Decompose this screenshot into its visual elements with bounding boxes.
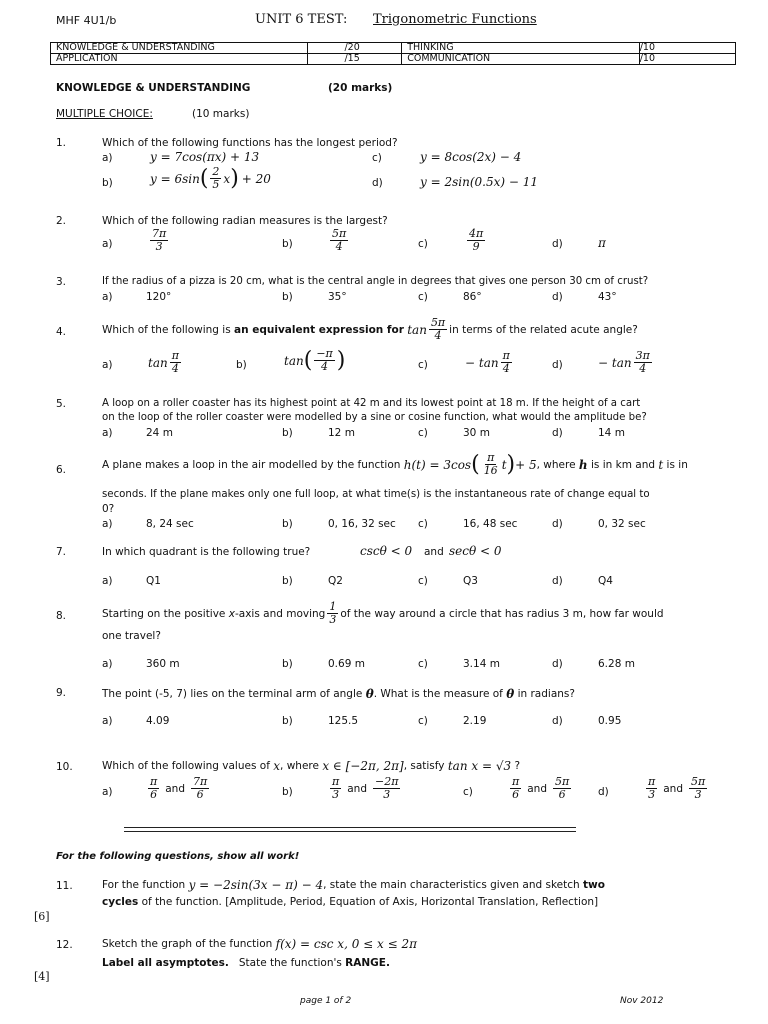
fraction bbox=[553, 776, 571, 801]
numerator: π bbox=[648, 775, 656, 788]
denominator: 4 bbox=[502, 362, 510, 375]
question-text: If the radius of a pizza is 20 cm, what is the central angle in degrees that gives one person 30 cm of crust? bbox=[102, 276, 649, 287]
table-cell: /10 bbox=[639, 54, 735, 65]
fraction bbox=[373, 776, 400, 801]
option-label: c) bbox=[418, 575, 428, 587]
option-a bbox=[148, 228, 170, 253]
option-a: Q1 bbox=[146, 575, 161, 587]
denominator: 3 bbox=[694, 788, 702, 801]
question-text bbox=[102, 957, 390, 969]
math-expression: cscθ < 0 bbox=[360, 544, 413, 558]
denominator: 4 bbox=[434, 329, 442, 342]
denominator: 4 bbox=[335, 240, 343, 253]
fraction bbox=[327, 601, 338, 626]
denominator: 3 bbox=[329, 613, 337, 626]
option-b bbox=[328, 228, 350, 253]
math-text: x bbox=[228, 607, 235, 620]
numerator: 5π bbox=[430, 316, 446, 329]
option-d: y = 2sin(0.5x) − 11 bbox=[420, 175, 538, 189]
option-label: b) bbox=[282, 575, 293, 587]
section-marks: (20 marks) bbox=[328, 82, 393, 94]
question-text bbox=[102, 687, 575, 701]
option-label: b) bbox=[282, 786, 293, 798]
question-text-bold: two bbox=[583, 879, 605, 891]
option-c: Q3 bbox=[463, 575, 478, 587]
question-text-part: Starting on the positive bbox=[102, 607, 226, 620]
question-number: 12. bbox=[56, 939, 73, 951]
question-text-part: Which of the following is bbox=[102, 323, 231, 336]
fraction bbox=[330, 228, 348, 253]
question-text-part: , satisfy bbox=[403, 760, 445, 772]
question-text-part: of the way around a circle that has radius 3 m, how far would bbox=[340, 607, 664, 620]
question-text-part: . What is the measure of bbox=[373, 688, 503, 700]
denominator: 3 bbox=[332, 788, 340, 801]
option-label: c) bbox=[463, 786, 473, 798]
option-c bbox=[465, 228, 487, 253]
option-label: c) bbox=[418, 658, 428, 670]
option-b: Q2 bbox=[328, 575, 343, 587]
table-row bbox=[51, 43, 736, 54]
option-label: b) bbox=[236, 359, 247, 371]
fraction bbox=[646, 776, 657, 801]
math-text: tan bbox=[148, 355, 168, 370]
fraction bbox=[148, 776, 159, 801]
math-text: + 20 bbox=[241, 171, 271, 186]
numerator: 3π bbox=[635, 349, 650, 362]
option-a: 120° bbox=[146, 291, 172, 303]
question-text: In which quadrant is the following true? bbox=[102, 546, 311, 558]
table-cell: /10 bbox=[639, 43, 735, 54]
denominator: 6 bbox=[512, 788, 520, 801]
fraction bbox=[689, 776, 707, 801]
option-label: c) bbox=[418, 715, 428, 727]
math-text: h bbox=[578, 457, 588, 472]
question-number: 6. bbox=[56, 464, 67, 476]
numerator: 2 bbox=[212, 165, 220, 178]
option-a bbox=[146, 776, 211, 801]
option-label: b) bbox=[282, 291, 293, 303]
math-text: h(t) = 3cos bbox=[403, 457, 472, 472]
option-c: y = 8cos(2x) − 4 bbox=[420, 150, 522, 164]
fraction bbox=[191, 776, 209, 801]
marks-value: [4] bbox=[34, 970, 50, 983]
unit-title: UNIT 6 TEST: bbox=[255, 12, 348, 27]
question-text-part: ? bbox=[514, 760, 521, 772]
question-number: 2. bbox=[56, 215, 67, 227]
option-label: b) bbox=[282, 715, 293, 727]
table-cell: KNOWLEDGE & UNDERSTANDING bbox=[51, 43, 308, 54]
option-label: c) bbox=[418, 518, 428, 530]
question-text-part: The point (-5, 7) lies on the terminal arm of angle bbox=[102, 688, 363, 700]
table-cell: COMMUNICATION bbox=[402, 54, 640, 65]
question-text bbox=[102, 896, 598, 908]
option-d: 6.28 m bbox=[598, 658, 635, 670]
option-label: d) bbox=[552, 427, 563, 439]
numerator: π bbox=[487, 451, 495, 464]
and-text: and bbox=[347, 782, 367, 795]
numerator: π bbox=[150, 775, 158, 788]
question-text-part: , state the main characteristics given and sketch bbox=[323, 879, 580, 891]
option-d: 0, 32 sec bbox=[598, 518, 646, 530]
question-text-bold: Label all asymptotes. bbox=[102, 957, 229, 969]
option-c: 2.19 bbox=[463, 715, 487, 727]
question-text: seconds. If the plane makes only one full loop, at what time(s) is the instantaneous rate of change equal to bbox=[102, 489, 650, 500]
numerator: 7π bbox=[193, 775, 208, 788]
option-label: d) bbox=[552, 518, 563, 530]
option-label: d) bbox=[598, 786, 609, 798]
numerator: π bbox=[512, 775, 520, 788]
option-label: a) bbox=[102, 427, 113, 439]
fraction bbox=[429, 317, 447, 342]
fraction bbox=[150, 228, 168, 253]
question-text: Which of the following functions has the longest period? bbox=[102, 137, 398, 149]
numerator: 1 bbox=[329, 600, 337, 613]
math-text: θ bbox=[365, 687, 374, 701]
question-text-part: A plane makes a loop in the air modelled by the function bbox=[102, 458, 401, 471]
question-number: 7. bbox=[56, 546, 67, 558]
numerator: π bbox=[332, 775, 340, 788]
math-text: − tan bbox=[465, 355, 499, 370]
option-label: d) bbox=[552, 291, 563, 303]
question-number: 10. bbox=[56, 761, 73, 773]
mc-label: MULTIPLE CHOICE: bbox=[56, 108, 153, 120]
math-text: x bbox=[273, 759, 281, 773]
option-b: 0, 16, 32 sec bbox=[328, 518, 396, 530]
option-label: c) bbox=[418, 427, 428, 439]
option-b: 35° bbox=[328, 291, 347, 303]
question-text-part: Which of the following values of bbox=[102, 760, 270, 772]
option-c bbox=[508, 776, 573, 801]
option-b bbox=[328, 776, 402, 801]
marks-value: [6] bbox=[34, 910, 50, 923]
question-text: 0? bbox=[102, 503, 115, 515]
denominator: 4 bbox=[639, 362, 647, 375]
option-label: d) bbox=[552, 359, 563, 371]
question-text-bold: an equivalent expression for bbox=[234, 323, 404, 336]
option-b: 12 m bbox=[328, 427, 355, 439]
table-cell: /20 bbox=[308, 43, 402, 54]
topic-title: Trigonometric Functions bbox=[373, 12, 537, 27]
section-title: KNOWLEDGE & UNDERSTANDING bbox=[56, 82, 251, 94]
fraction bbox=[467, 228, 485, 253]
option-label: a) bbox=[102, 291, 113, 303]
option-d bbox=[598, 350, 654, 375]
numerator: −π bbox=[316, 347, 333, 360]
question-text-part: Sketch the graph of the function bbox=[102, 938, 273, 950]
option-c: 86° bbox=[463, 291, 482, 303]
option-d: 0.95 bbox=[598, 715, 622, 727]
marks-table bbox=[50, 42, 736, 65]
option-c: 16, 48 sec bbox=[463, 518, 518, 530]
option-d: 43° bbox=[598, 291, 617, 303]
denominator: 6 bbox=[558, 788, 566, 801]
option-a: 360 m bbox=[146, 658, 180, 670]
option-label: c) bbox=[418, 238, 428, 250]
numerator: 5π bbox=[691, 775, 706, 788]
math-text: − tan bbox=[598, 355, 632, 370]
denominator: 9 bbox=[472, 240, 480, 253]
option-label: a) bbox=[102, 786, 113, 798]
denominator: 3 bbox=[648, 788, 656, 801]
option-d bbox=[644, 776, 709, 801]
question-text: A loop on a roller coaster has its highest point at 42 m and its lowest point at 18 m. If the height of a cart bbox=[102, 398, 641, 409]
course-code: MHF 4U1/b bbox=[56, 14, 117, 27]
math-text: t bbox=[658, 457, 664, 472]
fraction bbox=[482, 452, 500, 477]
question-text-bold: RANGE. bbox=[345, 957, 390, 969]
question-text bbox=[102, 878, 605, 892]
divider bbox=[124, 831, 576, 832]
option-d: π bbox=[598, 236, 606, 250]
divider bbox=[124, 827, 576, 828]
question-text-part: is in km and bbox=[590, 458, 656, 471]
option-c: 3.14 m bbox=[463, 658, 500, 670]
option-label: a) bbox=[102, 359, 113, 371]
denominator: 5 bbox=[212, 178, 220, 191]
option-label: d) bbox=[552, 238, 563, 250]
numerator: −2π bbox=[375, 775, 399, 788]
question-text-part: -axis and moving bbox=[234, 607, 326, 620]
option-label: d) bbox=[372, 177, 383, 189]
fraction bbox=[170, 350, 181, 375]
option-c: 30 m bbox=[463, 427, 490, 439]
denominator: 16 bbox=[483, 464, 498, 477]
question-text: and bbox=[424, 546, 444, 558]
option-label: b) bbox=[282, 427, 293, 439]
math-text: f(x) = csc x, 0 ≤ x ≤ 2π bbox=[275, 937, 417, 951]
question-text-part: in radians? bbox=[517, 688, 575, 700]
math-text: t bbox=[501, 457, 507, 472]
option-a: y = 7cos(πx) + 13 bbox=[150, 150, 260, 164]
math-text: y = 6sin bbox=[150, 171, 200, 186]
and-text: and bbox=[663, 782, 683, 795]
fraction bbox=[330, 776, 341, 801]
fraction bbox=[501, 350, 512, 375]
option-label: c) bbox=[418, 291, 428, 303]
option-label: b) bbox=[282, 518, 293, 530]
question-text bbox=[102, 317, 638, 342]
option-label: a) bbox=[102, 238, 113, 250]
numerator: 5π bbox=[332, 227, 347, 240]
question-text-part: is in bbox=[666, 458, 688, 471]
question-number: 9. bbox=[56, 687, 67, 699]
option-label: a) bbox=[102, 152, 113, 164]
math-text: tan bbox=[284, 353, 304, 368]
table-cell: APPLICATION bbox=[51, 54, 308, 65]
and-text: and bbox=[165, 782, 185, 795]
numerator: π bbox=[171, 349, 179, 362]
fraction bbox=[634, 350, 652, 375]
denominator: 6 bbox=[196, 788, 204, 801]
option-c bbox=[465, 350, 514, 375]
mc-marks: (10 marks) bbox=[192, 108, 250, 120]
option-label: a) bbox=[102, 658, 113, 670]
math-text: y = −2sin(3x − π) − 4 bbox=[188, 878, 324, 892]
question-number: 5. bbox=[56, 398, 67, 410]
denominator: 4 bbox=[321, 360, 329, 373]
denominator: 6 bbox=[150, 788, 158, 801]
numerator: 5π bbox=[555, 775, 570, 788]
question-number: 1. bbox=[56, 137, 67, 149]
page-number: page 1 of 2 bbox=[300, 996, 352, 1006]
and-text: and bbox=[527, 782, 547, 795]
numerator: π bbox=[502, 349, 510, 362]
question-text-part: of the function. [Amplitude, Period, Equation of Axis, Horizontal Translation, Reflection] bbox=[141, 896, 599, 908]
fraction bbox=[314, 348, 334, 373]
option-label: a) bbox=[102, 518, 113, 530]
question-text-part: State the function's bbox=[238, 957, 342, 969]
option-label: c) bbox=[372, 152, 382, 164]
table-cell: /15 bbox=[308, 54, 402, 65]
math-text: tan x = √3 bbox=[447, 759, 512, 773]
question-number: 3. bbox=[56, 276, 67, 288]
question-text: A plane makes a loop in the air modelled by the function h(t) = 3cos ( $\frac{\pi}{16}$ t ) + 5 , where h is in km and t is in bbox=[102, 451, 688, 477]
option-b: tan ( $\frac{-\pi}{4}$ ) bbox=[284, 347, 346, 373]
numerator: 4π bbox=[469, 227, 484, 240]
question-text bbox=[102, 759, 520, 773]
question-text-bold: cycles bbox=[102, 896, 139, 908]
numerator: 7π bbox=[152, 227, 167, 240]
option-a: 8, 24 sec bbox=[146, 518, 194, 530]
option-a bbox=[148, 350, 183, 375]
option-b: y = 6sin ( $\frac{2}{5}$ x ) + 20 bbox=[150, 165, 271, 191]
denominator: 4 bbox=[171, 362, 179, 375]
option-label: d) bbox=[552, 658, 563, 670]
option-label: b) bbox=[282, 658, 293, 670]
option-label: a) bbox=[102, 575, 113, 587]
work-note: For the following questions, show all work! bbox=[56, 851, 300, 862]
question-text: on the loop of the roller coaster were modelled by a sine or cosine function, what would the amplitude be? bbox=[102, 412, 647, 423]
denominator: 3 bbox=[155, 240, 163, 253]
option-label: b) bbox=[102, 177, 113, 189]
option-a: 4.09 bbox=[146, 715, 170, 727]
math-text: x ∈ [−2π, 2π] bbox=[322, 759, 404, 773]
math-expression: secθ < 0 bbox=[449, 544, 502, 558]
math-text: + 5 bbox=[515, 457, 537, 472]
question-number: 11. bbox=[56, 880, 73, 892]
question-text: one travel? bbox=[102, 630, 161, 642]
option-d: Q4 bbox=[598, 575, 613, 587]
option-d: 14 m bbox=[598, 427, 625, 439]
math-text: tan bbox=[407, 322, 427, 337]
option-label: c) bbox=[418, 359, 428, 371]
fraction bbox=[210, 166, 221, 191]
question-text-part: , where bbox=[280, 760, 319, 772]
math-text: x bbox=[223, 171, 231, 186]
denominator: 3 bbox=[383, 788, 391, 801]
option-label: d) bbox=[552, 575, 563, 587]
option-label: b) bbox=[282, 238, 293, 250]
footer-date: Nov 2012 bbox=[620, 996, 664, 1006]
question-number: 8. bbox=[56, 610, 67, 622]
table-cell: THINKING bbox=[402, 43, 640, 54]
question-number: 4. bbox=[56, 326, 67, 338]
fraction bbox=[510, 776, 521, 801]
question-text bbox=[102, 937, 417, 951]
option-b: 0.69 m bbox=[328, 658, 365, 670]
question-text bbox=[102, 601, 664, 626]
question-text-part: For the function bbox=[102, 879, 186, 891]
table-row bbox=[51, 54, 736, 65]
question-text-part: in terms of the related acute angle? bbox=[449, 323, 638, 336]
option-a: 24 m bbox=[146, 427, 173, 439]
question-text: Which of the following radian measures is the largest? bbox=[102, 215, 388, 227]
math-text: θ bbox=[506, 687, 515, 701]
option-label: a) bbox=[102, 715, 113, 727]
question-text-part: , where bbox=[536, 458, 576, 471]
option-label: d) bbox=[552, 715, 563, 727]
option-b: 125.5 bbox=[328, 715, 359, 727]
